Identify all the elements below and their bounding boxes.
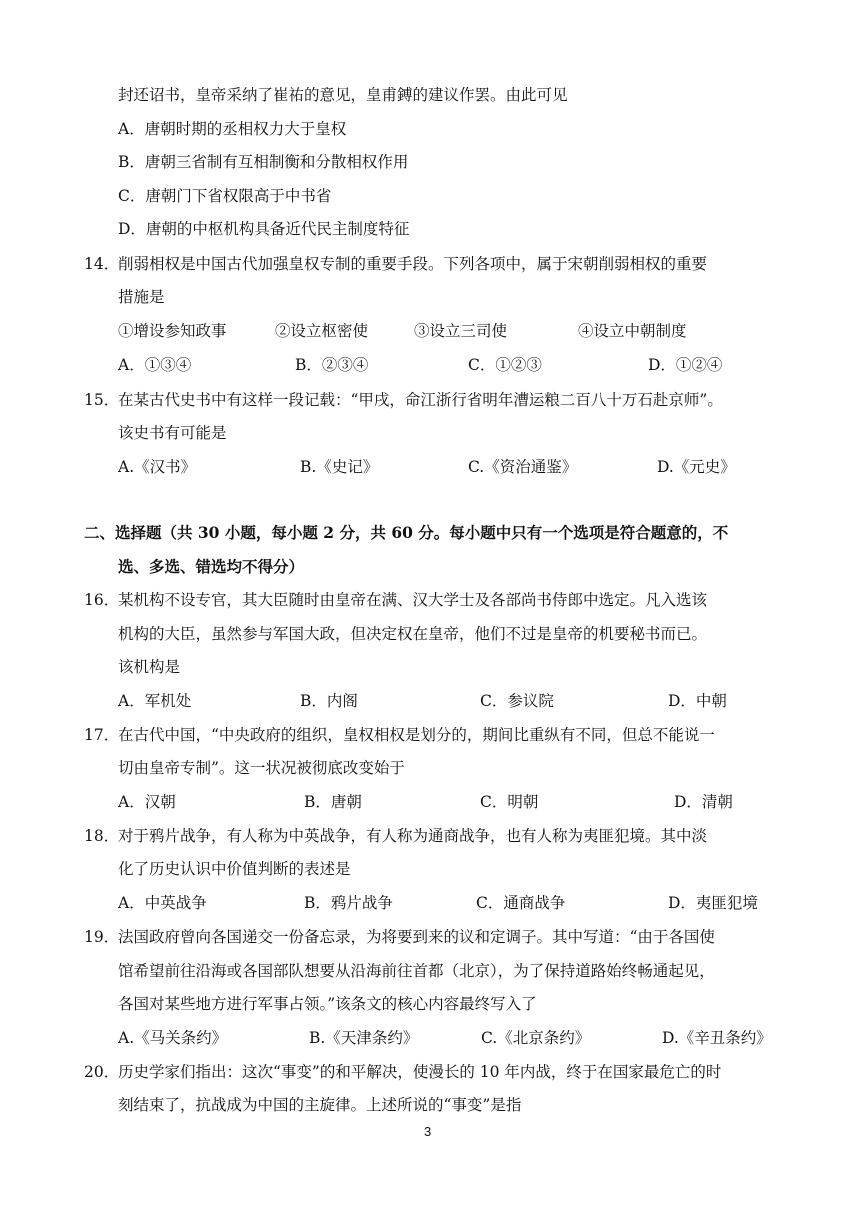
q18-stem-line2: 化了历史认识中价值判断的表述是 xyxy=(118,860,351,878)
q15-stem-line2: 该史书有可能是 xyxy=(118,424,227,442)
q15-option-b: B.《史记》 xyxy=(300,458,379,476)
q20-stem-line2: 刻结束了，抗战成为中国的主旋律。上述所说的“事变”是指 xyxy=(118,1096,522,1114)
q20-number: 20． xyxy=(84,1063,120,1081)
q19-option-b: B.《天津条约》 xyxy=(309,1029,419,1047)
q14-option-b: B．②③④ xyxy=(295,356,369,374)
q18-option-b: B．鸦片战争 xyxy=(304,894,393,912)
q19-option-a: A.《马关条约》 xyxy=(118,1029,228,1047)
q15-option-a: A.《汉书》 xyxy=(118,458,197,476)
q14-stem-line2: 措施是 xyxy=(118,288,165,306)
q13-option-b: B．唐朝三省制有互相制衡和分散相权作用 xyxy=(118,153,409,171)
section2-heading-line1: 二、选择题（共 30 小题，每小题 2 分，共 60 分。每小题中只有一个选项是符合题意的，不 xyxy=(84,523,729,542)
q17-number: 17． xyxy=(84,726,120,744)
q17-option-b: B．唐朝 xyxy=(304,793,362,811)
q15-number: 15． xyxy=(84,391,120,409)
q19-stem-line1: 法国政府曾向各国递交一份备忘录，为将要到来的议和定调子。其中写道：“由于各国使 xyxy=(118,928,715,946)
q15-stem-line1: 在某古代史书中有这样一段记载：“甲戌，命江浙行省明年漕运粮二百八十万石赴京师”。 xyxy=(118,391,723,409)
q15-option-d: D.《元史》 xyxy=(657,458,736,476)
q14-item-1: ①增设参知政事 xyxy=(118,322,227,340)
intro-line: 封还诏书，皇帝采纳了崔祐的意见，皇甫鎛的建议作罢。由此可见 xyxy=(118,86,568,104)
q14-stem-line1: 削弱相权是中国古代加强皇权专制的重要手段。下列各项中，属于宋朝削弱相权的重要 xyxy=(118,255,708,273)
q17-option-c: C．明朝 xyxy=(480,793,539,811)
q14-option-a: A．①③④ xyxy=(118,356,192,374)
q13-option-a: A．唐朝时期的丞相权力大于皇权 xyxy=(118,120,347,138)
section2-heading-line2: 选、多选、错选均不得分） xyxy=(118,557,305,576)
q14-option-d: D．①②④ xyxy=(648,356,723,374)
q13-option-c: C．唐朝门下省权限高于中书省 xyxy=(118,187,332,205)
q15-option-c: C.《资治通鉴》 xyxy=(468,458,578,476)
q16-number: 16． xyxy=(84,591,120,609)
q14-item-4: ④设立中朝制度 xyxy=(578,322,687,340)
q16-option-a: A．军机处 xyxy=(118,692,192,710)
q19-stem-line2: 馆希望前往沿海或各国部队想要从沿海前往首都（北京），为了保持道路始终畅通起见， xyxy=(118,962,715,980)
q20-stem-line1: 历史学家们指出：这次“事变”的和平解决，使漫长的 10 年内战，终于在国家最危亡的时 xyxy=(118,1063,722,1081)
q14-number: 14． xyxy=(84,255,120,273)
q18-stem-line1: 对于鸦片战争，有人称为中英战争，有人称为通商战争，也有人称为夷匪犯境。其中淡 xyxy=(118,827,708,845)
q13-option-d: D．唐朝的中枢机构具备近代民主制度特征 xyxy=(118,220,410,238)
q16-stem-line3: 该机构是 xyxy=(118,658,181,676)
q16-stem-line2: 机构的大臣，虽然参与军国大政，但决定权在皇帝，他们不过是皇帝的机要秘书而已。 xyxy=(118,625,708,643)
q16-option-d: D．中朝 xyxy=(668,692,727,710)
q14-item-3: ③设立三司使 xyxy=(414,322,508,340)
q18-option-a: A．中英战争 xyxy=(118,894,207,912)
q19-option-d: D.《辛丑条约》 xyxy=(662,1029,772,1047)
q18-option-d: D．夷匪犯境 xyxy=(668,894,758,912)
q18-option-c: C．通商战争 xyxy=(476,894,566,912)
q19-stem-line3: 各国对某些地方进行军事占领。”该条文的核心内容最终写入了 xyxy=(118,995,537,1013)
q17-option-a: A．汉朝 xyxy=(118,793,176,811)
page-number: 3 xyxy=(424,1124,432,1139)
q17-stem-line1: 在古代中国，“中央政府的组织，皇权相权是划分的，期间比重纵有不同，但总不能说一 xyxy=(118,726,715,744)
q16-option-c: C．参议院 xyxy=(480,692,554,710)
q16-stem-line1: 某机构不设专官，其大臣随时由皇帝在满、汉大学士及各部尚书侍郎中选定。凡入选该 xyxy=(118,591,708,609)
q14-option-c: C．①②③ xyxy=(468,356,542,374)
q18-number: 18． xyxy=(84,827,120,845)
q17-stem-line2: 切由皇帝专制”。这一状况被彻底改变始于 xyxy=(118,759,405,777)
q19-number: 19． xyxy=(84,928,120,946)
q17-option-d: D．清朝 xyxy=(674,793,733,811)
q16-option-b: B．内阁 xyxy=(300,692,358,710)
q19-option-c: C.《北京条约》 xyxy=(481,1029,591,1047)
q14-item-2: ②设立枢密使 xyxy=(275,322,369,340)
